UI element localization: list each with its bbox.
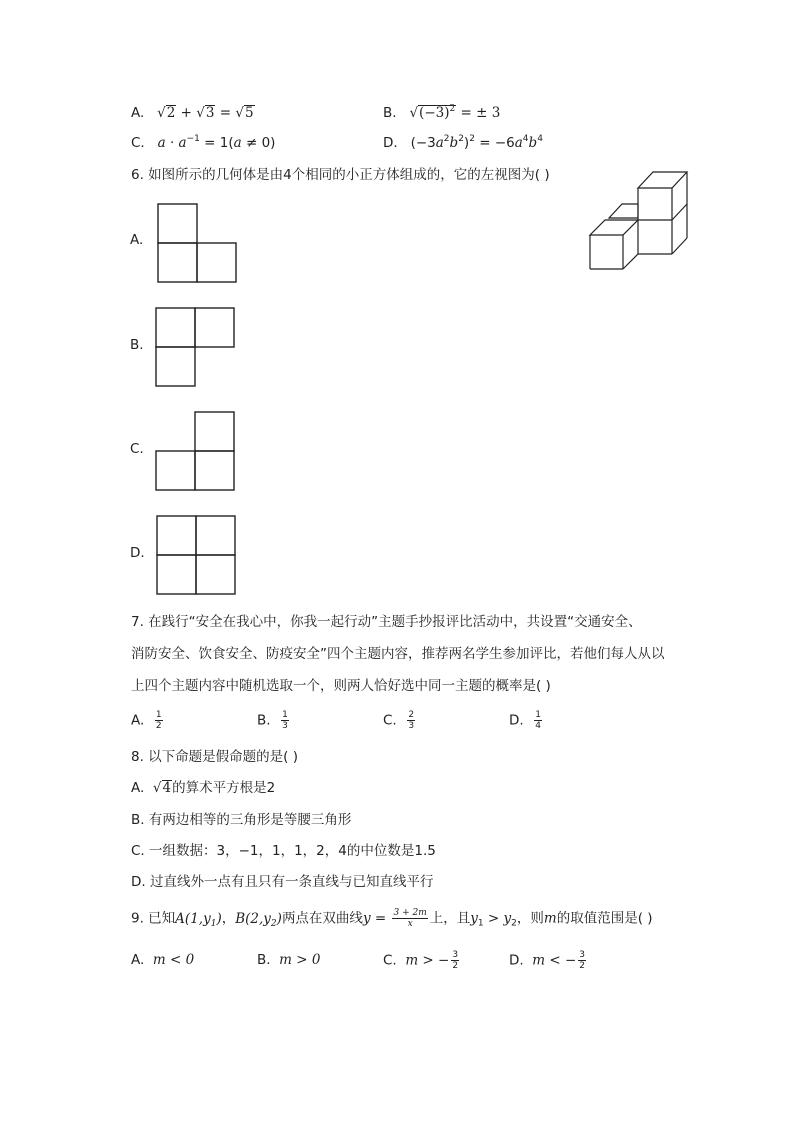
point-b: $B(2,y_2)$ (235, 910, 282, 929)
option-label: B. (257, 712, 271, 729)
q7-option-b (257, 710, 291, 731)
q7-stem-line1: 7. 在践行“安全在我心中，你我一起行动”主题手抄报评比活动中，共设置“交通安全、 (131, 614, 642, 630)
option-text: m < − (532, 952, 577, 969)
option-text: m < 0 (152, 952, 195, 968)
option-label: A. (131, 780, 145, 796)
q5-option-c (131, 133, 275, 153)
option-label: B. (383, 105, 397, 121)
q8-option-b: B. 有两边相等的三角形是等腰三角形 (131, 812, 352, 828)
q9-mid: 两点在双曲线 (281, 910, 363, 927)
q6-stem: 6. 如图所示的几何体是由4个相同的小正方体组成的，它的左视图为( ) (131, 167, 550, 183)
option-text: 的算术平方根是2 (172, 780, 276, 796)
q9-tail: ，则 (516, 910, 544, 927)
q7-stem-line2: 消防安全、饮食安全、防疫安全”四个主题内容，推荐两名学生参加评比，若他们每人从以 (131, 646, 665, 662)
q9-stem: 9. 已知$A(1,y_1)$，$B(2,y_2)$两点在双曲线y = $\frac{3 + 2m}{x}$ 上，且$y_1 > y_2$，则m的取值范围是( ) (131, 908, 653, 929)
option-label: C. (383, 952, 397, 969)
q7-stem-line3: 上四个主题内容中随机选取一个，则两人恰好选中同一主题的概率是( ) (131, 678, 551, 694)
q7-option-c (383, 710, 417, 731)
q8-stem: 8. 以下命题是假命题的是( ) (131, 749, 298, 765)
q8-option-d: D. 过直线外一点有且只有一条直线与已知直线平行 (131, 874, 434, 890)
option-label: A. (131, 712, 145, 729)
math-expression: √2 + √3 = √5 (157, 105, 254, 121)
q9-option-d (509, 950, 588, 971)
q5-option-a (131, 103, 255, 123)
option-text: m > 0 (279, 952, 321, 968)
q9-prefix: 9. 已知 (131, 910, 176, 927)
q6-option-b-label: B. (130, 337, 144, 353)
q9-tail2: 的取值范围是( ) (556, 910, 653, 927)
q5-option-b (383, 103, 500, 123)
q6-option-d-label: D. (130, 545, 145, 561)
fraction: $\frac{1}{4}$ (535, 710, 542, 731)
option-label: C. (383, 712, 397, 729)
math-expression: $(-3a^2b^2)^2 = -6a^4b^4$ (410, 134, 543, 151)
fraction: $\frac{3}{2}$ (579, 950, 586, 971)
option-label: D. (383, 135, 398, 151)
q9-option-a (131, 950, 194, 970)
math-expression: $a \cdot a^{-1} = 1(a \ne 0)$ (157, 134, 276, 151)
q7-option-a (131, 710, 165, 731)
fraction: $\frac{3}{2}$ (452, 950, 459, 971)
cube-stack-figure (585, 168, 690, 272)
q8-option-c: C. 一组数据：3，−1，1，1，2，4的中位数是1.5 (131, 843, 436, 859)
option-label: D. (509, 712, 524, 729)
q9-option-c (383, 950, 461, 971)
two-squares-bottom-one-top-right-icon (154, 410, 236, 492)
q6-option-c-label: C. (130, 441, 144, 457)
q7-option-d (509, 710, 544, 731)
two-squares-top-one-bottom-left-icon (154, 306, 236, 388)
fraction: $\frac{1}{3}$ (282, 710, 288, 731)
q5-option-d (383, 133, 543, 153)
option-label: B. (257, 952, 271, 968)
fraction: $\frac{1}{2}$ (155, 710, 162, 731)
two-squares-bottom-one-top-left-icon (156, 202, 238, 284)
option-label: A. (131, 952, 145, 968)
math-expression: $√(-3)^2$ = ± 3 (409, 104, 501, 121)
option-text: m > − (405, 952, 450, 969)
q9-option-b (257, 950, 320, 970)
fraction: $\frac{3 + 2m}{x}$ (393, 908, 427, 929)
fraction: $\frac{2}{3}$ (408, 710, 415, 731)
option-label: A. (131, 105, 145, 121)
two-by-two-squares-icon (155, 514, 237, 596)
option-label: D. (509, 952, 524, 969)
point-a: $A(1,y_1)$ (175, 910, 222, 929)
q6-option-a-label: A. (130, 232, 144, 248)
q8-option-a: A. √4的算术平方根是2 (131, 780, 276, 796)
option-label: C. (131, 135, 145, 151)
q9-cond: 上，且 (429, 910, 471, 927)
